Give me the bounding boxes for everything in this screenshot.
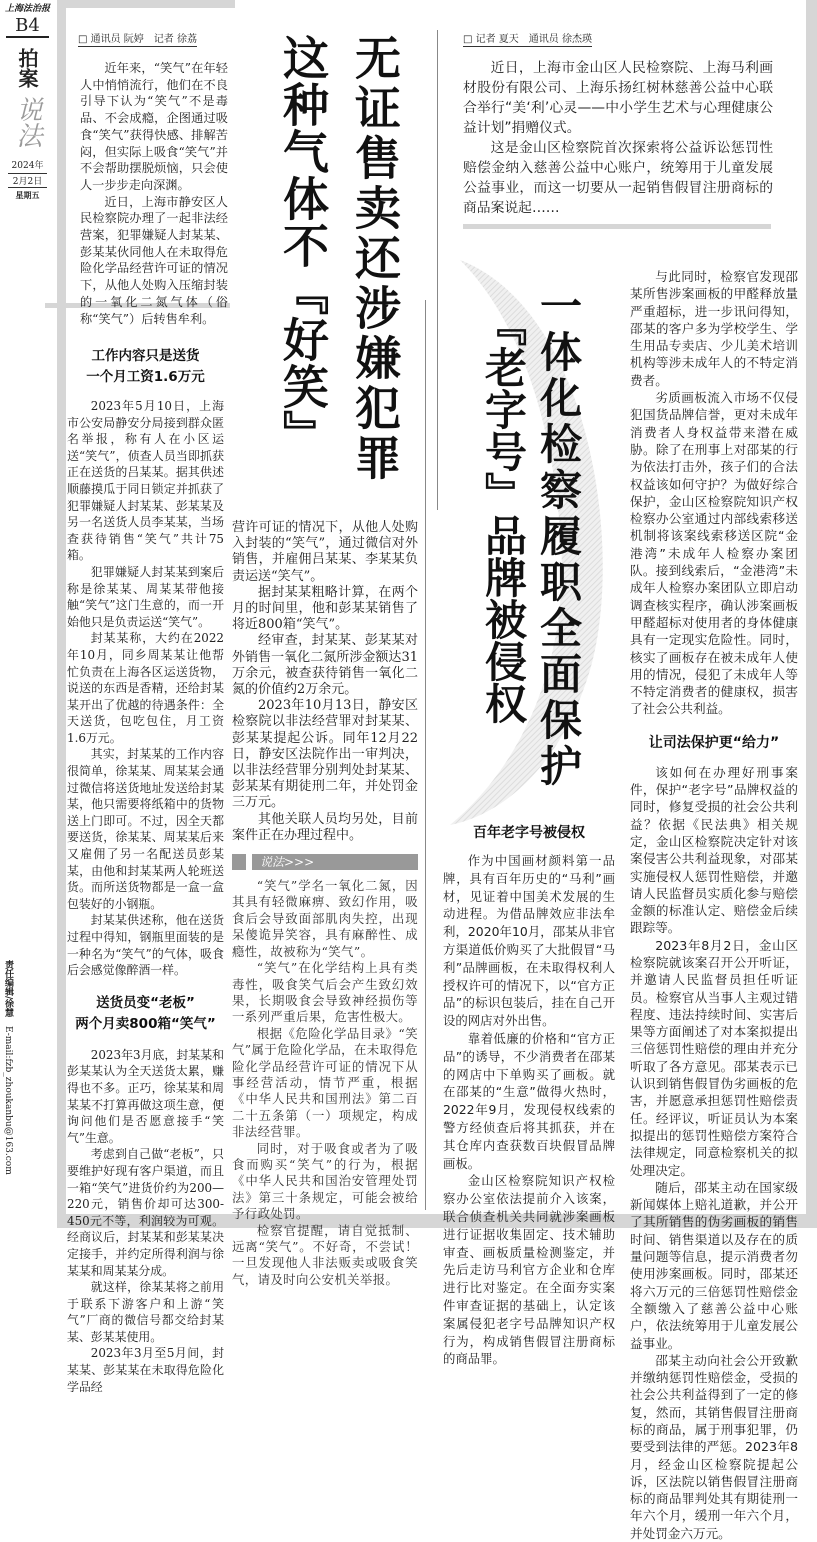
paragraph: 其他关联人员均另处，目前案件正在办理过程中。 [232,811,418,843]
frame-right [806,0,817,1228]
commentary-label-bar [232,854,418,870]
section-heading [67,993,224,1035]
section-body [630,268,798,718]
commentary-body [232,878,418,1288]
paragraph: 考虑到自己做“老板”，只要维护好现有客户渠道，而且一箱“笑气”进货价约为200—220元，销售价却可达300-450元不等，利润较为可观。经商议后，封某某和彭某某决定接手，并约定所得利润与徐某某和周某某分成。 [67,1147,224,1278]
right-headline-line2: 『老字号』品牌被侵权 [479,304,528,724]
paragraph: 这是金山区检察院首次探索将公益诉讼惩罚性赔偿金纳入慈善公益中心账户，统筹用于儿童发展公益事业，而这一切要从一起销售假冒注册商标的商品案说起…… [463,140,773,216]
section-heading: 让司法保护更“给力” [648,734,780,751]
paragraph: 就这样，徐某某将之前用于联系下游客户和上游“笑气”厂商的微信号都交给封某某、彭某某使用。 [67,1280,224,1344]
paragraph: 2023年5月10日，上海市公安局静安分局接到群众匿名举报，称有人在小区运送“笑气”，侦查人员当即抓获正在送货的吕某某。据其供述顺藤摸瓜于同日锁定并抓获了犯罪嫌疑人封某某、彭某某及另一名送货人员李某某，当场查获待销售“笑气”共计75箱。 [67,399,224,563]
paragraph: 2023年3月底，封某某和彭某某认为全天送货太累，赚得也不多。正巧，徐某某和周某某不打算再做这项生意，便询问他们是否愿意接手“笑气”生意。 [67,1047,224,1145]
paragraph: 2023年8月2日，金山区检察院就该案召开公开听证，并邀请人民监督员担任听证员。检察官从当事人主观过错程度、违法持续时间、实害后果等方面阐述了对本案拟提出三倍惩罚性赔偿的理由并充分听取了各方意见。邵某表示已认识到销售假冒伪劣画板的危害，并愿意承担惩罚性赔偿责任。经评议，听证员认为本案拟提出的惩罚性赔偿方案符合法律规定，同意检察机关的拟处理决定。 [630,937,798,1178]
paragraph: 营许可证的情况下，从他人处购入封装的“笑气”，通过微信对外销售，并雇佣吕某某、李某某负责运送“笑气”。 [232,520,418,584]
paragraph: 与此同时，检察官发现邵某所售涉案画板的甲醛释放量严重超标，进一步讯问得知，邵某的客户多为学校学生、学生用品专卖店、少儿美术培训机构等涉未成年人的不特定消费者。 [630,269,798,388]
mid-column [232,520,418,1288]
column-rule [437,30,438,510]
section-heading-line: 送货员变“老板” [96,994,195,1011]
left-headline-line2: 这种气体不『好笑』 [276,34,330,457]
right-headline-line1: 一体化检察履职全面保护 [534,284,583,790]
paragraph: 该如何在办理好刑事案件，保护“老字号”品牌权益的同时，修复受损的社会公共利益？依据《民法典》相关规定，金山区检察院决定针对该案侵害公共利益现象，对邵某实施侵权人惩罚性赔偿，并邀请人民监督员实质化参与赔偿金额的标准认定、赔偿金后续跟踪等。 [630,764,798,936]
paragraph: 金山区检察院知识产权检察办公室依法提前介入该案，联合侦查机关共同就涉案画板进行证据收集固定、技术辅助审查、画板质量检测鉴定，并先后走访马利官方企业和仓库进行比对鉴定。在全面夯实案件审查证据的基础上，认定该案属侵犯老字号品牌知识产权行为，构成销售假冒注册商标的商品罪。 [443,1173,615,1367]
issue-date: 2月2日 [8,173,47,188]
paragraph: 邵某主动向社会公开致歉并缴纳惩罚性赔偿金，受损的社会公共利益得到了一定的修复，然而，其销售假冒注册商标的商品，属于刑事犯罪，仍要受到法律的严惩。2023年8月，经金山区检察院提起公诉，区法院以销售假冒注册商标的商品罪判处其有期徒刑一年六个月，缓刑一年六个月，并处罚金六万元。 [630,1352,798,1541]
section-heading-line: 工作内容只是送货 [91,348,200,364]
paragraph: 近日，上海市静安区人民检察院办理了一起非法经营案，犯罪嫌疑人封某某、彭某某伙同他人在未取得危险化学品经营许可证的情况下，从他人处购入压缩封装的一氧化二氮气体（俗称“笑气”）后转售牟利。 [80,194,228,326]
paragraph: 靠着低廉的价格和“官方正品”的诱导，不少消费者在邵某的网店中下单购买了画板。就在邵某的“生意”做得火热时，2022年9月，发现侵权线索的警方经侦查后将其抓获，并在其仓库内查获数百块假冒品牌画板。 [443,1030,615,1171]
right-intro [463,58,773,218]
editor-email[interactable]: E-mail:fzb_zhoukanbu@163.com [3,1026,13,1175]
label-marker [232,854,246,870]
column-rule [425,300,426,1210]
paragraph: 犯罪嫌疑人封某某到案后称是徐某某、周某某带他接触“笑气”这门生意的，而一开始他只是负责运送“笑气”。 [67,564,224,629]
left-headline-line1: 无证售卖还涉嫌犯罪 [348,34,402,484]
section-heading-line: 两个月卖800箱“笑气” [75,1015,216,1032]
paragraph: 2023年3月至5月间，封某某、彭某某在未取得危险化学品经 [67,1346,224,1394]
left-byline: □ 通讯员 阮婷 记者 徐荔 [78,30,197,47]
paragraph: 根据《危险化学品目录》“笑气”属于危险化学品，在未取得危险化学品经营许可证的情况下从事经营活动，情节严重，根据《中华人民共和国刑法》第二百二十五条第（一）项规定，构成非法经营罪。 [232,1025,418,1140]
paragraph: “笑气”在化学结构上具有类毒性，吸食笑气后会产生致幻效果，长期吸食会导致神经损伤等一系列严重后果，危害性极大。 [232,960,418,1025]
mid-body-column [232,520,418,844]
section-heading-line: 一个月工资1.6万元 [86,369,205,385]
page-number: B4 [6,16,49,38]
section-body [443,852,615,1368]
frame-left [57,0,66,1228]
paragraph: 其实，封某某的工作内容很简单，徐某某、周某某会通过微信将送货地址发送给封某某，他只需要将纸箱中的货物送上门即可。不过，因全天都要送货，徐某某、周某某后来又雇佣了另一名配送员彭某某，由他和封某某两人轮班送货。而所送货物都是一盒一盒包装好的小钢瓶。 [67,747,224,911]
right-column [630,268,798,1542]
left-body-column [67,346,224,1395]
paragraph: 随后，邵某主动在国家级新闻媒体上赔礼道歉，并公开了其所销售的伪劣画板的销售时间、销售渠道以及存在的质量问题等信息，提示消费者勿使用涉案画板。同时，邵某还将六万元的三倍惩罚性赔偿金全额缴入了慈善公益中心账户，依法统筹用于儿童发展公益事业。 [630,1179,798,1351]
section-body [630,764,798,1542]
section-body [67,398,224,979]
issue-weekday: 星期五 [15,190,40,200]
paragraph: “笑气”学名一氧化二氮，因其具有轻微麻痹、致幻作用，吸食后会导致面部肌肉失控，出现呆傻诡异笑容，具有麻醉性、成瘾性，故被称为“笑气”。 [232,878,418,959]
paragraph: 近年来，“笑气”在年轻人中悄悄流行，他们在不良引导下认为“笑气”不是毒品、不会成瘾，企图通过吸食“笑气”获得快感、排解苦闷，但实际上吸食“笑气”并不会帮助摆脱烦恼，只会使人一步步走向深渊。 [80,61,228,192]
section-heading: 百年老字号被侵权 [473,825,585,841]
right-intro-divider [463,224,771,229]
paragraph: 劣质画板流入市场不仅侵犯国货品牌信誉，更对未成年消费者人身权益带来潜在威胁。除了在刑事上对邵某的行为依法打击外，孩子们的合法权益该如何守护？为做好综合保护，金山区检察院知识产权检察办公室通过内部线索移送机制将该案线索移送区院“金港湾”未成年人检察办案团队。接到线索后，“金港湾”未成年人检察办案团队立即启动调查核实程序，确认涉案画板甲醛超标对使用者的身体健康具有一定现实危险性。同时，核实了画板存在被未成年人使用的情况，侵犯了未成年人等不特定消费者的健康权，损害了社会公共利益。 [630,390,798,717]
paragraph: 检察官提醒，请自觉抵制、远离“笑气”。不好奇，不尝试！一旦发现他人非法贩卖或吸食笑气，请及时向公安机关举报。 [232,1222,418,1287]
paragraph: 2023年10月13日，静安区检察院以非法经营罪对封某某、彭某某提起公诉。同年12月22日，静安区法院作出一审判决，以非法经营罪分别判处封某某、彭某某有期徒刑二年，并处罚金三万元。 [232,698,418,811]
left-intro [80,60,228,327]
paragraph: 封某某称，大约在2022年10月，同乡周某某让他帮忙负责在上海各区运送货物，说送的东西是香精，还给封某某开出了优越的待遇条件：全天送货，包吃包住，月工资1.6万元。 [67,631,224,745]
editor-name: 责任编辑/徐慧 [3,960,13,1018]
section-heading [67,346,224,388]
paragraph: 同时，对于吸食或者为了吸食而购买“笑气”的行为，根据《中华人民共和国治安管理处罚法》第三十条规定，可能会被给予行政处罚。 [232,1140,418,1222]
section-title-art: 说法 [12,96,42,148]
paragraph: 近日，上海市金山区人民检察院、上海马利画材股份有限公司、上海乐扬红树林慈善公益中心联合举行“美‘利’心灵——中小学生艺术与心理健康公益计划”捐赠仪式。 [463,60,773,136]
paragraph: 经审查，封某某、彭某某对外销售一氧化二氮所涉金额达31万余元，被查获待销售一氧化二氮的价值约2万余元。 [232,633,418,698]
section-body [67,1047,224,1395]
masthead [0,0,55,201]
issue-year: 2024年 [11,161,44,171]
paragraph: 作为中国画材颜料第一品牌，具有百年历史的“马利”画材，见证着中国美术发展的生动进程。为借品牌效应非法牟利，2020年10月，邵某从非官方渠道低价购买了大批假冒“马利”品牌画板，在未取得权利人授权许可的情况下，以“官方正品”的标识包装后，挂在自己开设的网店对外出售。 [443,853,615,1029]
paper-name: 上海法治报 [4,4,50,14]
section-title: 拍案 [15,48,39,88]
paragraph: 据封某某粗略计算，在两个月的时间里，他和彭某某销售了将近800箱“笑气”。 [232,584,418,633]
frame-top [57,0,235,8]
commentary-label: 说法>>> [252,854,418,870]
editor-credit [2,960,15,1175]
paragraph: 封某某供述称，他在送货过程中得知，钢瓶里面装的是一种名为“笑气”的气体，吸食后会感觉像醉酒一样。 [67,913,224,978]
right-byline: □ 记者 夏天 通讯员 徐杰瑛 [463,30,592,47]
